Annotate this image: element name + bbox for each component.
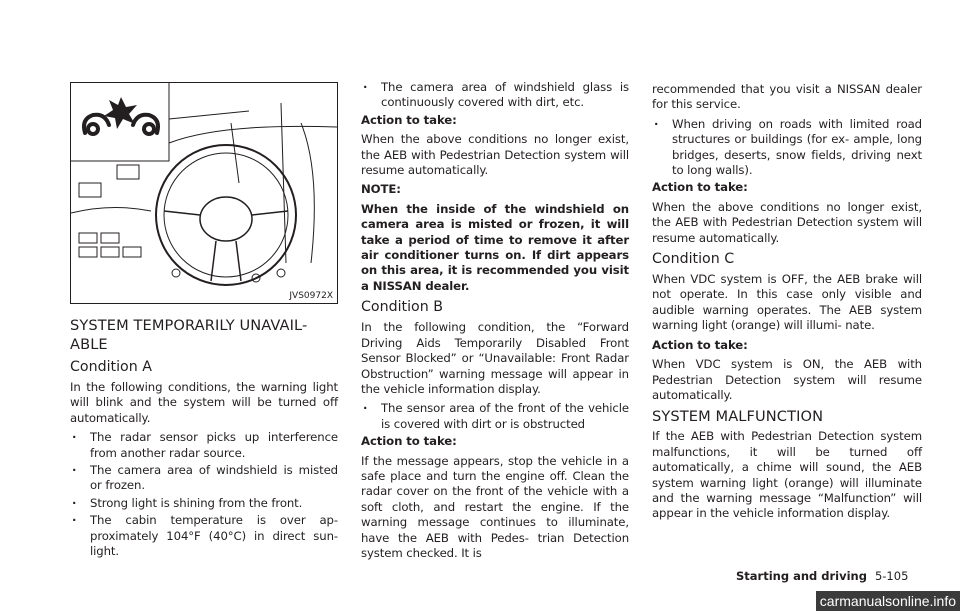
action-label: Action to take: [652, 180, 748, 195]
malfunction-text: If the AEB with Pedestrian Detection system malfunctions, it will be turned off automatically, a chime will sound, the AEB system warning light (orange) will illuminate and the warning message “Malfunction” will appear in the vehicle information display. [652, 429, 922, 521]
malfunction-heading: SYSTEM MALFUNCTION [652, 408, 824, 426]
list-item: . When driving on roads with limited road structures or buildings (for ex- ample, long bridges, deserts, snow fields, driving next to long walls). [652, 117, 922, 179]
list-item: . The radar sensor picks up interference from another radar source. [70, 430, 338, 461]
action-text: When the above conditions no longer exist, the AEB with Pedestrian Detection system will resume automatically. [361, 132, 629, 178]
condition-b-text: In the following condition, the “Forward Driving Aids Temporarily Disabled Front Sensor Blocked” or “Unavailable: Front Radar Obstruction” warning message will appear in the vehicle information display. [361, 320, 629, 396]
action-label: Action to take: [361, 434, 457, 449]
page-footer [736, 569, 922, 583]
condition-c-text: When VDC system is OFF, the AEB brake will not operate. In this case only visible and audible warning operates. The AEB system warning light (orange) will illumi- nate. [652, 272, 922, 333]
section-heading-unavailable: SYSTEM TEMPORARILY UNAVAIL- [70, 317, 308, 334]
note-label: NOTE: [361, 182, 401, 197]
page-number: 5-105 [874, 569, 909, 583]
section-heading-unavailable-cont: ABLE [70, 336, 108, 353]
watermark: carmanualsonline.info [816, 591, 960, 611]
column-1 [70, 82, 338, 561]
action-text: When the above conditions no longer exist, the AEB with Pedestrian Detection system will resume automatically. [652, 199, 922, 245]
list-item: . The cabin temperature is over ap- proximately 104°F (40°C) in direct sun- light. [70, 513, 338, 559]
condition-a-list [70, 430, 338, 559]
action-text: If the message appears, stop the vehicle in a safe place and turn the engine off. Clean the radar cover on the front of the vehicle with a soft cloth, and restart the engine. If the warning message continues to illuminate, have the AEB with Pedes- trian Detection system checked. It is [361, 453, 629, 560]
list-item: . The camera area of windshield is misted or frozen. [70, 463, 338, 494]
list-item: . The sensor area of the front of the vehicle is covered with dirt or is obstructed [361, 401, 629, 432]
continued-text: recommended that you visit a NISSAN dealer for this service. [652, 82, 922, 112]
note-text: When the inside of the windshield on camera area is misted or frozen, it will take a period of time to remove it after air conditioner turns on. If dirt appears on this area, it is recommended you visit a NISSAN dealer. [361, 201, 629, 293]
condition-b-heading: Condition B [361, 299, 443, 316]
steering-wheel-drawing [71, 83, 337, 303]
condition-a-list-cont [361, 80, 629, 111]
condition-c-heading: Condition C [652, 251, 735, 268]
condition-a-heading: Condition A [70, 359, 152, 375]
column-2 [361, 80, 629, 565]
condition-list [652, 117, 922, 179]
action-label: Action to take: [361, 112, 457, 127]
dashboard-illustration [70, 82, 338, 304]
footer-section: Starting and driving [736, 569, 867, 583]
figure-code: JVS0972X [289, 291, 333, 301]
list-item: . Strong light is shining from the front. [70, 496, 338, 511]
action-text: When VDC system is ON, the AEB with Pedestrian Detection system will resume automatically. [652, 357, 922, 402]
list-item: . The camera area of windshield glass is continuously covered with dirt, etc. [361, 80, 629, 111]
condition-b-list [361, 401, 629, 432]
action-label: Action to take: [652, 337, 748, 352]
column-3 [652, 82, 922, 526]
condition-a-intro: In the following conditions, the warning light will blink and the system will be turned off automatically. [70, 380, 338, 425]
